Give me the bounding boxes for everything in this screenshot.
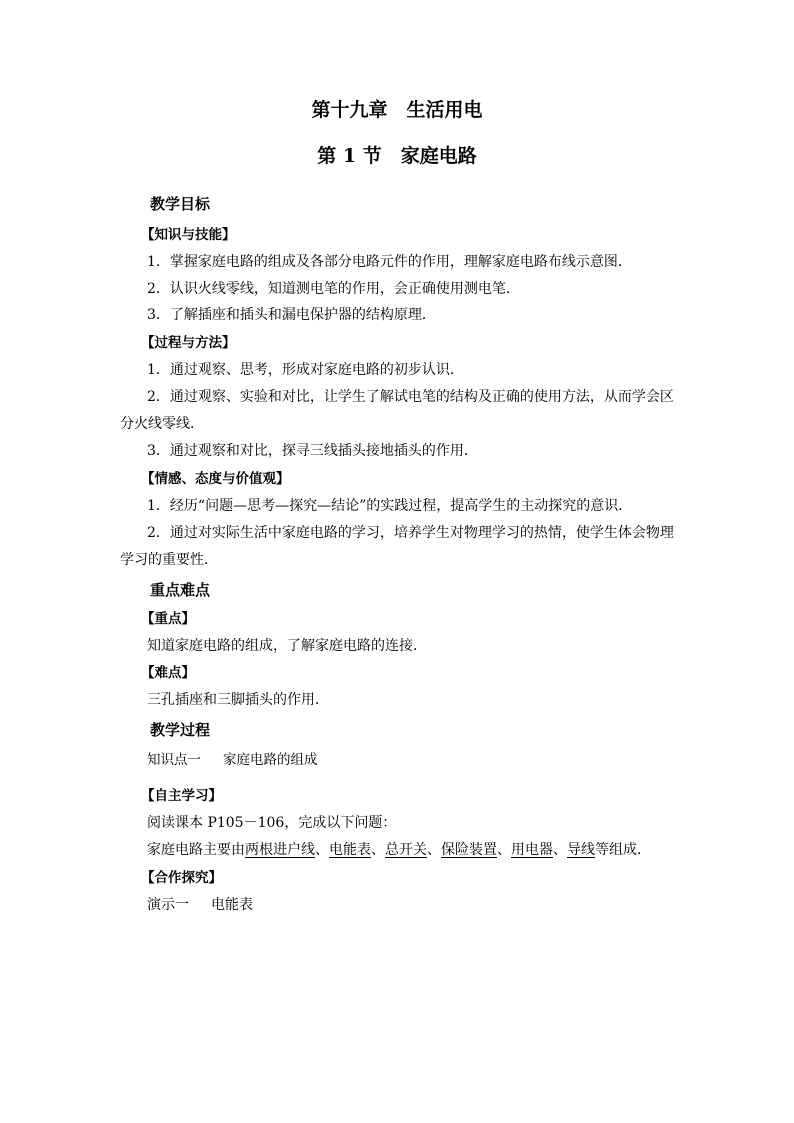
answer-blank-1: 两根进户线 xyxy=(245,842,315,858)
label-key: 【重点】 xyxy=(141,611,195,627)
self-study-sentence xyxy=(147,840,684,860)
separator: 、 xyxy=(497,842,511,858)
process-item-2-line-2: 分火线零线． xyxy=(120,416,204,432)
knowledge-point-prefix: 知识点一 xyxy=(147,752,201,768)
emotion-item-2-line-1: 2．通过对实际生活中家庭电路的学习，培养学生对物理学习的热情，使学生体会物理 xyxy=(147,525,674,541)
sentence-prefix: 家庭电路主要由 xyxy=(147,842,245,858)
answer-blank-6: 导线 xyxy=(567,842,595,858)
label-self-study: 【自主学习】 xyxy=(141,788,222,804)
chapter-title: 第十九章 生活用电 xyxy=(311,99,483,121)
goal-item-2: 2．认识火线零线，知道测电笔的作用，会正确使用测电笔． xyxy=(147,281,520,297)
label-knowledge-skills: 【知识与技能】 xyxy=(141,227,236,243)
label-difficulty: 【难点】 xyxy=(141,665,195,681)
knowledge-point-title: 家庭电路的组成 xyxy=(223,752,318,768)
emotion-item-1: 1．经历“问题—思考—探究—结论”的实践过程，提高学生的主动探究的意识． xyxy=(147,498,633,514)
label-process-method: 【过程与方法】 xyxy=(141,335,236,351)
separator: 、 xyxy=(553,842,567,858)
label-cooperative-inquiry: 【合作探究】 xyxy=(141,870,222,886)
process-item-1: 1．通过观察、思考，形成对家庭电路的初步认识． xyxy=(147,362,464,378)
answer-blank-5: 用电器 xyxy=(511,842,553,858)
heading-teaching-process: 教学过程 xyxy=(150,721,211,739)
answer-blank-4: 保险装置 xyxy=(441,842,497,858)
self-study-instruction: 阅读课本 P105－106，完成以下问题： xyxy=(147,815,397,831)
separator: 、 xyxy=(427,842,441,858)
goal-item-3: 3．了解插座和插头和漏电保护器的结构原理． xyxy=(147,307,436,323)
goal-item-1: 1．掌握家庭电路的组成及各部分电路元件的作用，理解家庭电路布线示意图． xyxy=(147,254,632,270)
process-item-3: 3．通过观察和对比，探寻三线插头接地插头的作用． xyxy=(147,443,478,459)
demo-prefix: 演示一 xyxy=(147,897,189,913)
heading-teaching-goals: 教学目标 xyxy=(150,195,211,213)
answer-blank-2: 电能表 xyxy=(329,842,371,858)
answer-blank-3: 总开关 xyxy=(385,842,427,858)
emotion-item-2-line-2: 学习的重要性． xyxy=(120,552,218,568)
demo-heading xyxy=(147,895,684,915)
heading-key-points: 重点难点 xyxy=(150,581,211,599)
sentence-suffix: 等组成． xyxy=(595,842,651,858)
separator: 、 xyxy=(315,842,329,858)
section-title: 第 1 节 家庭电路 xyxy=(317,145,477,167)
label-emotion-values: 【情感、态度与价值观】 xyxy=(141,471,290,487)
demo-title: 电能表 xyxy=(211,897,253,913)
separator: 、 xyxy=(371,842,385,858)
key-text: 知道家庭电路的组成，了解家庭电路的连接． xyxy=(147,638,427,654)
difficulty-text: 三孔插座和三脚插头的作用． xyxy=(147,692,329,708)
knowledge-point-heading xyxy=(147,750,684,770)
process-item-2-line-1: 2．通过观察、实验和对比，让学生了解试电笔的结构及正确的使用方法，从而学会区 xyxy=(147,389,674,405)
